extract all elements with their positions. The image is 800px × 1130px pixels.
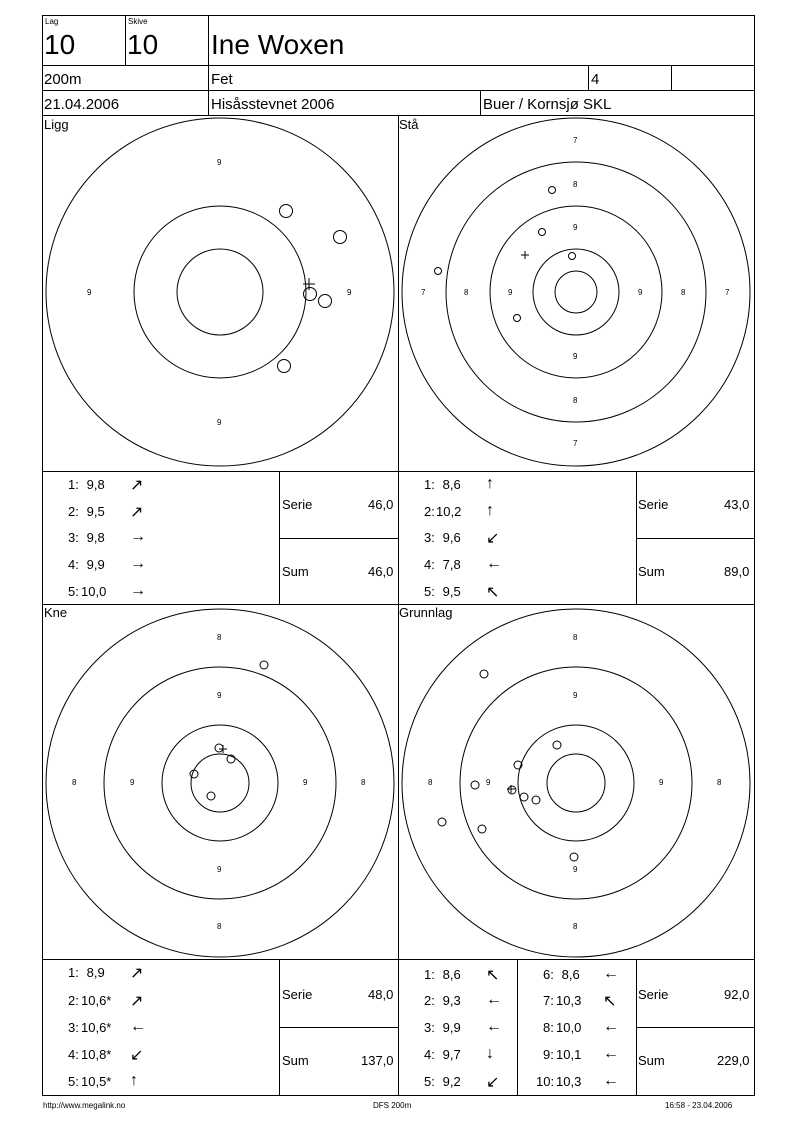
footer-timestamp: 16:58 - 23.04.2006 — [665, 1101, 733, 1110]
shot-number: 4: — [68, 557, 79, 572]
ring-label: 9 — [303, 778, 308, 787]
sum-value: 89,0 — [724, 564, 750, 579]
skive-label: Skive — [128, 17, 148, 26]
shot-arrow-icon: ↙ — [130, 1047, 144, 1064]
shot-value: 9,6 — [439, 530, 461, 545]
target-ligg — [46, 118, 394, 466]
shot-number: 3: — [424, 1020, 435, 1035]
serie-label: Serie — [638, 987, 669, 1002]
shot-arrow-icon: ↖ — [486, 584, 500, 601]
event: Hisåsstevnet 2006 — [211, 96, 335, 113]
shot-arrow-icon: ↑ — [130, 1072, 138, 1089]
shot-hole — [549, 187, 556, 194]
skive-value: 10 — [127, 29, 159, 60]
target-grunnlag — [402, 609, 750, 957]
shot-arrow-icon: ↖ — [603, 993, 617, 1010]
serie-label: Serie — [638, 497, 669, 512]
lag-label: Lag — [45, 17, 59, 26]
shot-arrow-icon: ← — [603, 1018, 619, 1035]
shot-value: 8,6 — [439, 477, 461, 492]
sum-label: Sum — [282, 1053, 309, 1068]
shot-number: 2: — [68, 993, 79, 1008]
ring-label: 9 — [217, 691, 222, 700]
shot-hole — [569, 253, 576, 260]
shot-value: 10,3 — [556, 1074, 582, 1089]
shot-hole — [532, 796, 540, 804]
ring-label: 8 — [573, 180, 578, 189]
shot-hole — [514, 315, 521, 322]
shot-number: 7: — [543, 993, 554, 1008]
ring-label: 9 — [486, 778, 491, 787]
shot-number: 4: — [424, 1047, 435, 1062]
shot-hole — [570, 853, 578, 861]
shot-number: 6: — [543, 967, 554, 982]
serie-value: 43,0 — [724, 497, 750, 512]
shot-arrow-icon: ↖ — [486, 967, 500, 984]
shot-number: 1: — [68, 965, 79, 980]
shot-value: 8,6 — [439, 967, 461, 982]
shot-number: 1: — [68, 477, 79, 492]
center-mark — [521, 251, 529, 259]
shot-hole — [471, 781, 479, 789]
club: Buer / Kornsjø SKL — [483, 96, 612, 113]
ring-label: 8 — [217, 633, 222, 642]
sum-label: Sum — [638, 1053, 665, 1068]
shot-value: 9,9 — [439, 1020, 461, 1035]
panel-title-grunnlag: Grunnlag — [399, 605, 453, 620]
shot-value: 9,8 — [83, 530, 105, 545]
shot-number: 4: — [68, 1047, 79, 1062]
ring-label: 9 — [573, 691, 578, 700]
distance: 200m — [44, 71, 82, 88]
ring-label: 8 — [217, 922, 222, 931]
shot-number: 2: — [424, 993, 435, 1008]
shot-value: 9,8 — [83, 477, 105, 492]
ring-label: 9 — [217, 418, 222, 427]
shot-arrow-icon: ← — [486, 555, 502, 572]
ring-label: 9 — [573, 865, 578, 874]
serie-value: 92,0 — [724, 987, 750, 1002]
shot-arrow-icon: ↗ — [130, 504, 144, 521]
shot-arrow-icon: ← — [130, 1018, 146, 1035]
ring-label: 9 — [508, 288, 513, 297]
shot-hole — [435, 268, 442, 275]
shot-value: 10,3 — [556, 993, 582, 1008]
shot-number: 5: — [68, 584, 79, 599]
shot-hole — [260, 661, 268, 669]
shot-arrow-icon: ← — [603, 1045, 619, 1062]
footer-url[interactable]: http://www.megalink.no — [43, 1101, 126, 1110]
ring-label: 8 — [464, 288, 469, 297]
sum-label: Sum — [638, 564, 665, 579]
ring-label: 8 — [72, 778, 77, 787]
ring-label: 9 — [573, 223, 578, 232]
panel-title-kne: Kne — [44, 605, 68, 620]
shot-number: 9: — [543, 1047, 554, 1062]
ring-label: 9 — [217, 865, 222, 874]
shot-number: 5: — [424, 1074, 435, 1089]
shot-number: 5: — [68, 1074, 79, 1089]
target-sta — [402, 118, 750, 466]
shot-arrow-icon: ↗ — [130, 477, 144, 494]
footer-center: DFS 200m — [373, 1101, 412, 1110]
sum-value: 229,0 — [717, 1053, 750, 1068]
shot-number: 3: — [68, 530, 79, 545]
shot-arrow-icon: ↗ — [130, 965, 144, 982]
shot-number: 2: — [424, 504, 435, 519]
shot-number: 4: — [424, 557, 435, 572]
shot-arrow-icon: ↓ — [486, 1045, 494, 1062]
ring-label: 8 — [573, 922, 578, 931]
shot-arrow-icon: ↗ — [130, 993, 144, 1010]
shot-arrow-icon: ← — [486, 991, 502, 1008]
ring-label: 8 — [573, 396, 578, 405]
serie-value: 46,0 — [368, 497, 394, 512]
shot-value: 7,8 — [439, 557, 461, 572]
ring-label: 8 — [361, 778, 366, 787]
ring-label: 9 — [130, 778, 135, 787]
shot-hole — [520, 793, 528, 801]
date: 21.04.2006 — [44, 96, 120, 113]
shot-value: 10,8* — [81, 1047, 112, 1062]
shot-arrow-icon: → — [130, 582, 146, 599]
number: 4 — [591, 71, 600, 88]
shot-value: 8,6 — [558, 967, 580, 982]
shot-value: 9,5 — [439, 584, 461, 599]
shot-value: 10,2 — [436, 504, 462, 519]
shot-hole — [508, 786, 516, 794]
serie-label: Serie — [282, 497, 313, 512]
shot-number: 3: — [424, 530, 435, 545]
ring-label: 9 — [638, 288, 643, 297]
shot-value: 9,5 — [83, 504, 105, 519]
shot-arrow-icon: ↙ — [486, 1074, 500, 1091]
shot-hole — [478, 825, 486, 833]
ring-label: 8 — [428, 778, 433, 787]
shot-number: 8: — [543, 1020, 554, 1035]
shot-arrow-icon: ↙ — [486, 530, 500, 547]
shot-arrow-icon: ← — [603, 965, 619, 982]
shot-value: 10,5* — [81, 1074, 112, 1089]
shot-arrow-icon: ↑ — [486, 502, 494, 519]
shot-hole — [319, 295, 332, 308]
shot-hole — [215, 744, 223, 752]
ring-label: 8 — [681, 288, 686, 297]
shot-hole — [438, 818, 446, 826]
shot-value: 10,0 — [556, 1020, 582, 1035]
shot-hole — [278, 360, 291, 373]
shot-number: 1: — [424, 967, 435, 982]
ring-label: 9 — [573, 352, 578, 361]
shot-value: 10,0 — [81, 584, 107, 599]
shot-hole — [480, 670, 488, 678]
shot-value: 9,2 — [439, 1074, 461, 1089]
ring-label: 9 — [659, 778, 664, 787]
shot-number: 3: — [68, 1020, 79, 1035]
ring-label: 9 — [347, 288, 352, 297]
panel-title-ligg: Ligg — [44, 117, 69, 132]
target-kne — [46, 609, 394, 957]
shot-value: 9,3 — [439, 993, 461, 1008]
sum-value: 137,0 — [361, 1053, 394, 1068]
shot-number: 5: — [424, 584, 435, 599]
ring-label: 8 — [573, 633, 578, 642]
shot-arrow-icon: ↑ — [486, 475, 494, 492]
shot-value: 8,9 — [83, 965, 105, 980]
shot-arrow-icon: → — [130, 528, 146, 545]
shot-hole — [280, 205, 293, 218]
ring-label: 7 — [725, 288, 730, 297]
shot-arrow-icon: ← — [603, 1072, 619, 1089]
shot-value: 10,6* — [81, 993, 112, 1008]
sum-label: Sum — [282, 564, 309, 579]
shot-number: 2: — [68, 504, 79, 519]
shot-number: 10: — [536, 1074, 555, 1089]
ring-label: 7 — [421, 288, 426, 297]
shot-hole — [553, 741, 561, 749]
panel-title-sta: Stå — [399, 117, 419, 132]
shot-arrow-icon: → — [130, 555, 146, 572]
shot-hole — [539, 229, 546, 236]
shot-hole — [304, 288, 317, 301]
shot-arrow-icon: ← — [486, 1018, 502, 1035]
serie-value: 48,0 — [368, 987, 394, 1002]
shooter-name: Ine Woxen — [211, 29, 345, 60]
shot-value: 9,9 — [83, 557, 105, 572]
ring-label: 7 — [573, 439, 578, 448]
shot-value: 10,1 — [556, 1047, 582, 1062]
shot-value: 10,6* — [81, 1020, 112, 1035]
ring-label: 9 — [217, 158, 222, 167]
ring-label: 7 — [573, 136, 578, 145]
shot-number: 1: — [424, 477, 435, 492]
ring-label: 9 — [87, 288, 92, 297]
lag-value: 10 — [44, 29, 76, 60]
sum-value: 46,0 — [368, 564, 394, 579]
shot-hole — [207, 792, 215, 800]
shot-hole — [334, 231, 347, 244]
shot-value: 9,7 — [439, 1047, 461, 1062]
ring-label: 8 — [717, 778, 722, 787]
serie-label: Serie — [282, 987, 313, 1002]
place: Fet — [211, 71, 233, 88]
